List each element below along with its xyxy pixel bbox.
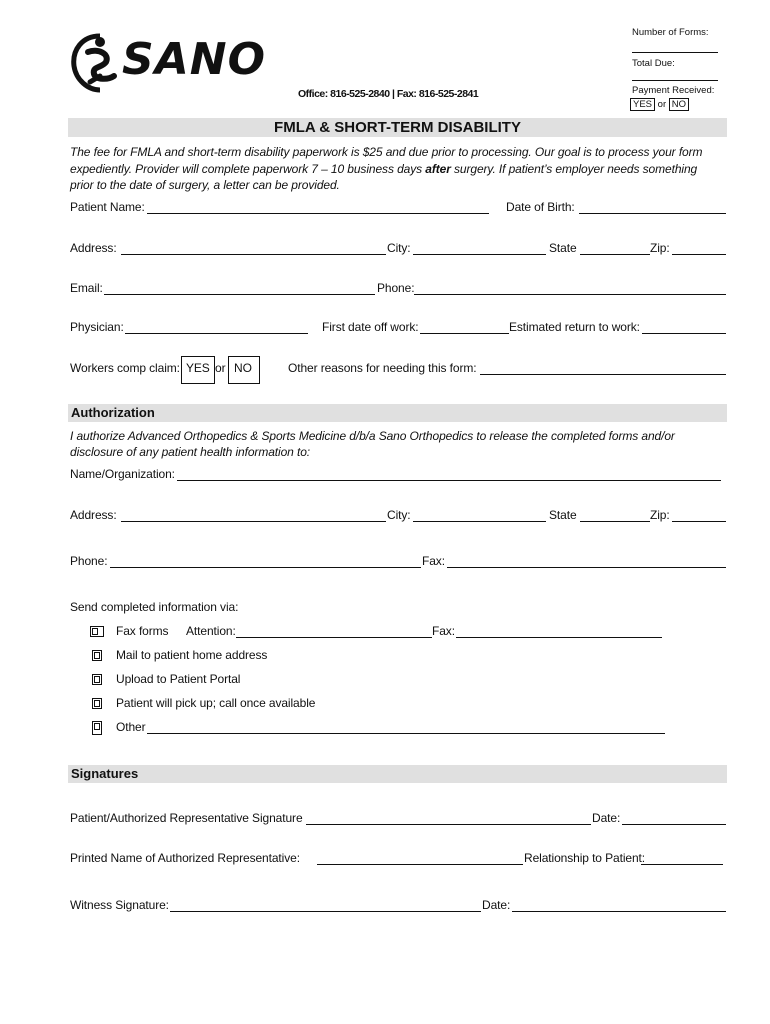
sano-logo — [70, 30, 280, 94]
patient-signature-field[interactable] — [306, 824, 591, 825]
portal-label: Upload to Patient Portal — [116, 672, 241, 686]
return-to-work-field[interactable] — [642, 333, 726, 334]
printed-name-field[interactable] — [317, 864, 523, 865]
phone-field[interactable] — [414, 294, 726, 295]
authorization-line-1: I authorize Advanced Orthopedics & Sports Medicine d/b/a Sano Orthopedics to release the completed forms and/or — [70, 429, 675, 443]
dob-field[interactable] — [579, 213, 726, 214]
relationship-field[interactable] — [641, 864, 723, 865]
auth-city-label: City: — [387, 508, 411, 522]
other-field[interactable] — [147, 733, 665, 734]
city-field[interactable] — [413, 254, 546, 255]
fax-option-label: Fax: — [432, 624, 455, 638]
auth-state-field[interactable] — [580, 521, 650, 522]
state-label: State — [549, 241, 577, 255]
auth-fax-label: Fax: — [422, 554, 445, 568]
auth-address-field[interactable] — [121, 521, 386, 522]
fax-option-field[interactable] — [456, 637, 662, 638]
printed-name-label: Printed Name of Authorized Representative: — [70, 851, 300, 865]
intro-line-2c: surgery. If patient’s employer needs something — [450, 162, 698, 176]
witness-date-field[interactable] — [512, 911, 726, 912]
name-org-label: Name/Organization: — [70, 467, 175, 481]
signatures-heading: Signatures — [71, 766, 139, 781]
attention-label: Attention: — [186, 624, 236, 638]
pickup-checkbox[interactable] — [92, 698, 102, 709]
pickup-label: Patient will pick up; call once available — [116, 696, 316, 710]
auth-address-label: Address: — [70, 508, 117, 522]
patient-signature-label: Patient/Authorized Representative Signature — [70, 811, 303, 825]
workers-comp-label: Workers comp claim: — [70, 361, 180, 375]
other-reasons-field[interactable] — [480, 374, 726, 375]
dob-label: Date of Birth: — [506, 200, 575, 214]
number-of-forms-line[interactable] — [632, 52, 718, 53]
total-due-label: Total Due: — [632, 58, 675, 69]
mail-label: Mail to patient home address — [116, 648, 268, 662]
auth-zip-label: Zip: — [650, 508, 670, 522]
payment-no-box[interactable]: NO — [669, 98, 689, 111]
patient-name-label: Patient Name: — [70, 200, 145, 214]
payment-received-label: Payment Received: — [632, 85, 715, 96]
payment-or: or — [657, 99, 667, 110]
signatures-bar — [68, 765, 727, 783]
send-via-label: Send completed information via: — [70, 600, 239, 614]
mail-checkbox[interactable] — [92, 650, 102, 661]
name-org-field[interactable] — [177, 480, 721, 481]
physician-label: Physician: — [70, 320, 124, 334]
other-reasons-label: Other reasons for needing this form: — [288, 361, 477, 375]
fax-forms-checkbox[interactable] — [90, 626, 104, 637]
office-contact: Office: 816-525-2840 | Fax: 816-525-2841 — [298, 88, 479, 100]
payment-received-options — [630, 99, 689, 110]
payment-yes-box[interactable]: YES — [630, 98, 655, 111]
address-field[interactable] — [121, 254, 386, 255]
intro-line-2a: expediently. Provider will complete paperwork 7 – 10 business days — [70, 162, 426, 176]
workers-comp-no: NO — [234, 361, 252, 375]
signature-date-label: Date: — [592, 811, 621, 825]
fax-forms-label: Fax forms — [116, 624, 169, 638]
number-of-forms-label: Number of Forms: — [632, 27, 709, 38]
relationship-label: Relationship to Patient: — [524, 851, 646, 865]
witness-signature-label: Witness Signature: — [70, 898, 169, 912]
auth-phone-label: Phone: — [70, 554, 108, 568]
email-field[interactable] — [104, 294, 375, 295]
other-checkbox[interactable] — [92, 721, 102, 735]
intro-line-3: prior to the date of surgery, a letter can be provided. — [70, 178, 340, 192]
auth-fax-field[interactable] — [447, 567, 726, 568]
return-to-work-label: Estimated return to work: — [509, 320, 640, 334]
portal-checkbox[interactable] — [92, 674, 102, 685]
witness-date-label: Date: — [482, 898, 511, 912]
auth-phone-field[interactable] — [110, 567, 421, 568]
auth-zip-field[interactable] — [672, 521, 726, 522]
intro-line-1: The fee for FMLA and short-term disability paperwork is $25 and due prior to processing. Our goal is to process your form — [70, 145, 703, 159]
city-label: City: — [387, 241, 411, 255]
workers-comp-yes: YES — [186, 361, 210, 375]
witness-signature-field[interactable] — [170, 911, 481, 912]
total-due-line[interactable] — [632, 80, 718, 81]
attention-field[interactable] — [236, 637, 432, 638]
workers-comp-or: or — [215, 361, 226, 375]
intro-line-2 — [70, 162, 697, 176]
authorization-heading: Authorization — [71, 405, 155, 420]
signature-date-field[interactable] — [622, 824, 726, 825]
phone-label: Phone: — [377, 281, 415, 295]
zip-label: Zip: — [650, 241, 670, 255]
first-date-off-label: First date off work: — [322, 320, 419, 334]
address-label: Address: — [70, 241, 117, 255]
auth-state-label: State — [549, 508, 577, 522]
authorization-bar — [68, 404, 727, 422]
first-date-off-field[interactable] — [420, 333, 509, 334]
auth-city-field[interactable] — [413, 521, 546, 522]
zip-field[interactable] — [672, 254, 726, 255]
physician-field[interactable] — [125, 333, 308, 334]
state-field[interactable] — [580, 254, 650, 255]
email-label: Email: — [70, 281, 103, 295]
page-title: FMLA & SHORT-TERM DISABILITY — [274, 119, 521, 136]
logo-text: SANO — [122, 34, 266, 85]
intro-emphasis-after: after — [425, 162, 451, 176]
other-label: Other — [116, 720, 146, 734]
authorization-line-2: disclosure of any patient health information to: — [70, 445, 311, 459]
patient-name-field[interactable] — [147, 213, 489, 214]
